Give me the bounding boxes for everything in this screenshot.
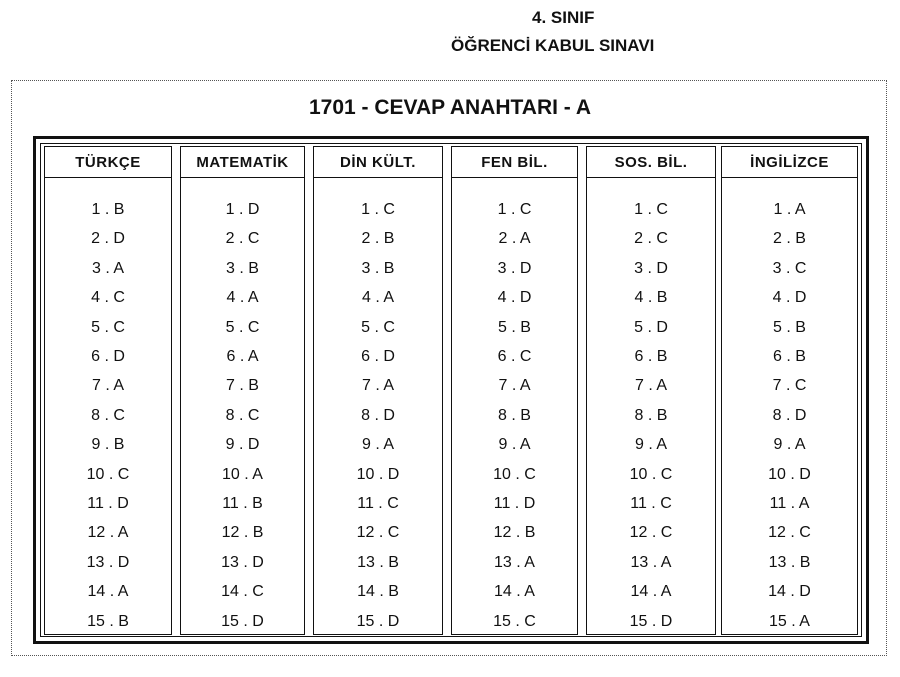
answer-item: 4 . D: [497, 289, 532, 307]
answer-item: 14 . A: [630, 583, 672, 601]
answer-item: 11 . A: [769, 495, 810, 512]
answer-column: [451, 146, 578, 635]
answer-item: 1 . D: [225, 201, 260, 218]
answer-item: 1 . C: [361, 201, 395, 218]
answer-item: 10 . C: [86, 465, 130, 483]
answer-item: 12 . C: [768, 524, 811, 542]
answer-item: 15 . B: [87, 612, 129, 630]
answer-item: 6 . B: [634, 348, 668, 365]
answer-item: 15 . D: [629, 612, 673, 630]
answer-item: 9 . B: [91, 436, 125, 454]
answer-item: 10 . D: [768, 465, 811, 483]
answer-item: 15 . D: [221, 612, 264, 630]
answer-item: 8 . C: [91, 406, 125, 424]
answer-item: 6 . A: [226, 348, 259, 365]
answer-item: 11 . D: [493, 495, 536, 512]
answer-item: 7 . A: [498, 377, 531, 395]
answer-item: 3 . D: [634, 259, 668, 277]
answer-item: 11 . C: [357, 495, 399, 512]
answer-item: 10 . A: [222, 465, 263, 483]
answer-item: 6 . B: [773, 348, 806, 365]
answer-item: 10 . C: [493, 465, 536, 483]
answer-item: 5 . C: [361, 318, 395, 336]
answer-item: 14 . C: [221, 583, 264, 601]
answer-item: 4 . C: [91, 289, 125, 307]
answer-item: 4 . A: [226, 289, 259, 307]
answer-item: 8 . B: [634, 406, 668, 424]
answer-item: 2 . D: [91, 230, 125, 248]
answer-item: 7 . A: [91, 377, 125, 395]
answer-item: 3 . A: [91, 259, 125, 277]
answer-item: 15 . A: [769, 612, 810, 630]
answer-item: 1 . C: [497, 201, 532, 218]
answer-item: 3 . B: [361, 259, 395, 277]
answer-item: 13 . A: [630, 553, 672, 571]
answer-item: 5 . D: [634, 318, 668, 336]
answer-item: 10 . C: [629, 465, 673, 483]
answer-item: 2 . C: [634, 230, 668, 248]
answer-column: [313, 146, 443, 635]
answer-item: 13 . D: [86, 553, 130, 571]
answer-item: 4 . D: [772, 289, 807, 307]
answer-item: 3 . C: [772, 259, 807, 277]
answer-item: 6 . D: [361, 348, 395, 365]
answer-item: 13 . A: [494, 553, 535, 571]
answer-item: 9 . A: [498, 436, 531, 454]
answer-item: 8 . D: [361, 406, 395, 424]
answer-item: 5 . C: [225, 318, 260, 336]
answer-item: 7 . A: [634, 377, 668, 395]
answer-item: 5 . C: [91, 318, 125, 336]
column-header: İNGİLİZCE: [722, 147, 857, 178]
answer-column: [180, 146, 305, 635]
answer-item: 7 . C: [772, 377, 807, 395]
answer-item: 12 . B: [221, 524, 264, 542]
column-header: TÜRKÇE: [45, 147, 171, 178]
column-header: FEN BİL.: [452, 147, 577, 178]
answer-item: 3 . B: [226, 259, 259, 277]
answer-item: 11 . B: [222, 495, 263, 512]
answer-item: 14 . A: [494, 583, 535, 601]
answer-item: 4 . A: [361, 289, 395, 307]
answer-item: 14 . A: [87, 583, 129, 601]
answer-item: 2 . A: [498, 230, 531, 248]
answer-item: 6 . C: [497, 348, 532, 365]
answer-item: 2 . B: [361, 230, 395, 248]
answer-item: 10 . D: [356, 465, 400, 483]
answer-column: [586, 146, 716, 635]
answer-item: 4 . B: [634, 289, 668, 307]
answer-item: 3 . D: [497, 259, 532, 277]
answer-item: 11 . D: [87, 495, 129, 512]
answer-item: 8 . D: [772, 406, 807, 424]
answer-item: 12 . A: [87, 524, 129, 542]
answer-item: 8 . C: [225, 406, 260, 424]
answer-item: 15 . C: [493, 612, 536, 630]
answer-item: 13 . B: [768, 553, 811, 571]
answer-item: 9 . A: [361, 436, 395, 454]
answer-item: 14 . B: [357, 583, 399, 601]
answer-item: 12 . C: [629, 524, 673, 542]
grade-title: 4. SINIF: [532, 8, 595, 27]
answer-item: 12 . B: [493, 524, 536, 542]
answer-item: 2 . B: [773, 230, 806, 248]
answer-item: 7 . A: [361, 377, 395, 395]
answer-item: 8 . B: [498, 406, 531, 424]
answer-item: 11 . C: [630, 495, 672, 512]
answer-item: 13 . B: [357, 553, 399, 571]
column-header: MATEMATİK: [181, 147, 304, 178]
answer-column: [44, 146, 172, 635]
exam-title: ÖĞRENCİ KABUL SINAVI: [451, 36, 655, 55]
answer-item: 9 . D: [225, 436, 260, 454]
answer-item: 5 . B: [498, 318, 531, 336]
answer-item: 5 . B: [773, 318, 806, 336]
answer-item: 14 . D: [768, 583, 811, 601]
answer-item: 1 . C: [634, 201, 668, 218]
answer-item: 9 . A: [634, 436, 668, 454]
column-header: SOS. BİL.: [587, 147, 715, 178]
answer-item: 6 . D: [91, 348, 125, 365]
answer-item: 9 . A: [773, 436, 806, 454]
answer-item: 12 . C: [356, 524, 400, 542]
column-header: DİN KÜLT.: [314, 147, 442, 178]
answer-item: 7 . B: [226, 377, 259, 395]
answer-item: 13 . D: [221, 553, 264, 571]
answer-item: 1 . B: [91, 201, 125, 218]
answer-item: 2 . C: [225, 230, 260, 248]
answer-key-title: 1701 - CEVAP ANAHTARI - A: [309, 96, 591, 119]
answer-item: 1 . A: [773, 201, 806, 218]
answer-column: [721, 146, 858, 635]
answer-item: 15 . D: [356, 612, 400, 630]
